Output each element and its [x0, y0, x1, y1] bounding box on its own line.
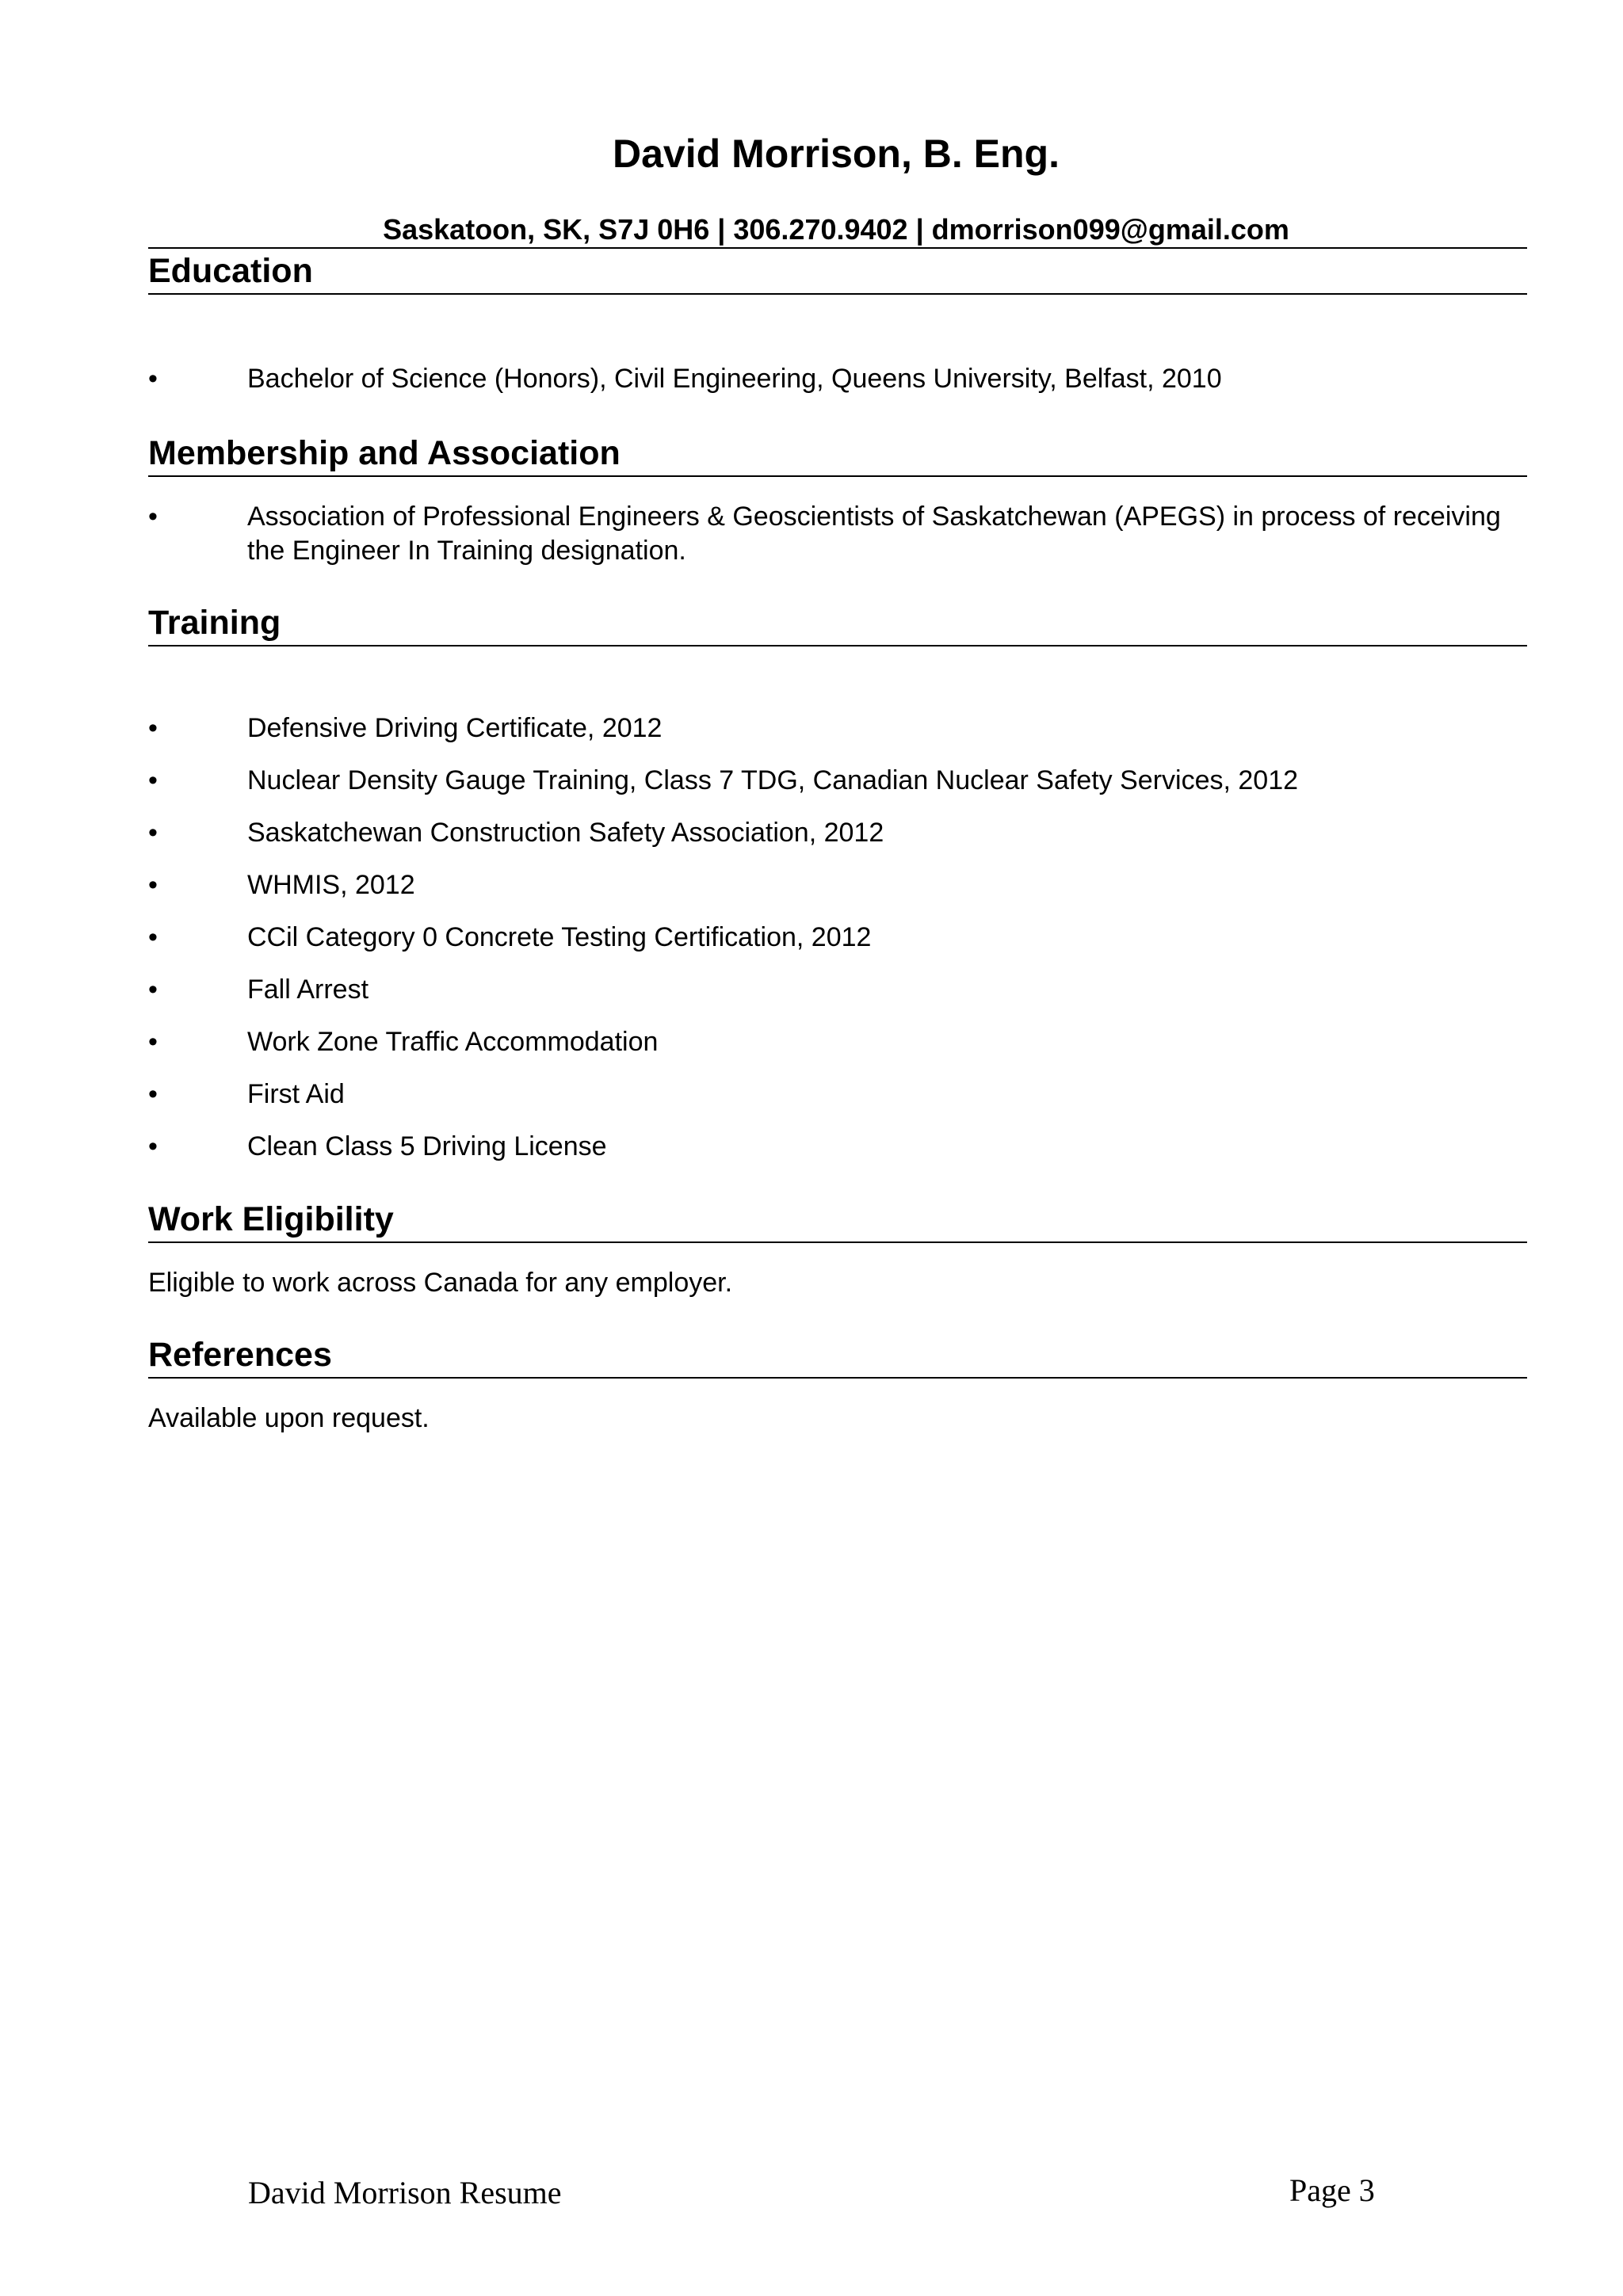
list-item-text: WHMIS, 2012 [247, 870, 415, 900]
work-eligibility-section [148, 1197, 1527, 1300]
list-item-text: CCil Category 0 Concrete Testing Certification, 2012 [247, 922, 872, 952]
list-item [148, 868, 1527, 902]
list-item [148, 1077, 1527, 1112]
education-list [148, 362, 1527, 396]
training-section [148, 601, 1527, 1164]
bullet-icon: • [148, 1079, 158, 1109]
list-item-text: Fall Arrest [247, 974, 369, 1005]
bullet-icon: • [148, 1131, 158, 1161]
references-section [148, 1333, 1527, 1436]
education-section [148, 247, 1527, 396]
contact-line: Saskatoon, SK, S7J 0H6 | 306.270.9402 | dmorrison099@gmail.com [383, 213, 1289, 246]
list-item [148, 816, 1527, 850]
work-eligibility-text: Eligible to work across Canada for any employer. [148, 1268, 733, 1298]
membership-list [148, 500, 1527, 568]
list-item-text: Nuclear Density Gauge Training, Class 7 TDG, Canadian Nuclear Safety Services, 2012 [247, 765, 1299, 795]
footer-document-title: David Morrison Resume [248, 2175, 562, 2210]
list-item-text: Bachelor of Science (Honors), Civil Engineering, Queens University, Belfast, 2010 [247, 364, 1222, 394]
list-item [148, 921, 1527, 955]
list-item [148, 764, 1527, 798]
membership-heading: Membership and Association [148, 431, 1527, 477]
resume-content [148, 247, 1527, 1436]
list-item-text: Defensive Driving Certificate, 2012 [247, 713, 663, 743]
list-item [148, 1025, 1527, 1059]
list-item-text: Work Zone Traffic Accommodation [247, 1027, 659, 1057]
bullet-icon: • [148, 1027, 158, 1057]
bullet-icon: • [148, 922, 158, 952]
bullet-icon: • [148, 870, 158, 900]
bullet-icon: • [148, 974, 158, 1005]
training-heading: Training [148, 601, 1527, 646]
list-item [148, 1130, 1527, 1164]
list-item-text: First Aid [247, 1079, 345, 1109]
training-list [148, 711, 1527, 1164]
footer-page-number: Page 3 [1289, 2172, 1375, 2208]
bullet-icon: • [148, 818, 158, 848]
bullet-icon: • [148, 364, 158, 394]
bullet-icon: • [148, 765, 158, 795]
list-item [148, 500, 1527, 568]
list-item [148, 711, 1527, 746]
list-item-text: Clean Class 5 Driving License [247, 1131, 607, 1161]
list-item [148, 362, 1527, 396]
list-item-text: Saskatchewan Construction Safety Association, 2012 [247, 818, 884, 848]
resume-name: David Morrison, B. Eng. [613, 132, 1060, 176]
list-item-text: Association of Professional Engineers & Geoscientists of Saskatchewan (APEGS) in process of receiving the Engineer In Training designation. [247, 502, 1501, 566]
bullet-icon: • [148, 502, 158, 532]
references-text: Available upon request. [148, 1403, 430, 1433]
work-eligibility-heading: Work Eligibility [148, 1197, 1527, 1243]
education-heading: Education [148, 249, 1527, 295]
membership-section [148, 431, 1527, 568]
references-heading: References [148, 1333, 1527, 1379]
bullet-icon: • [148, 713, 158, 743]
list-item [148, 973, 1527, 1007]
